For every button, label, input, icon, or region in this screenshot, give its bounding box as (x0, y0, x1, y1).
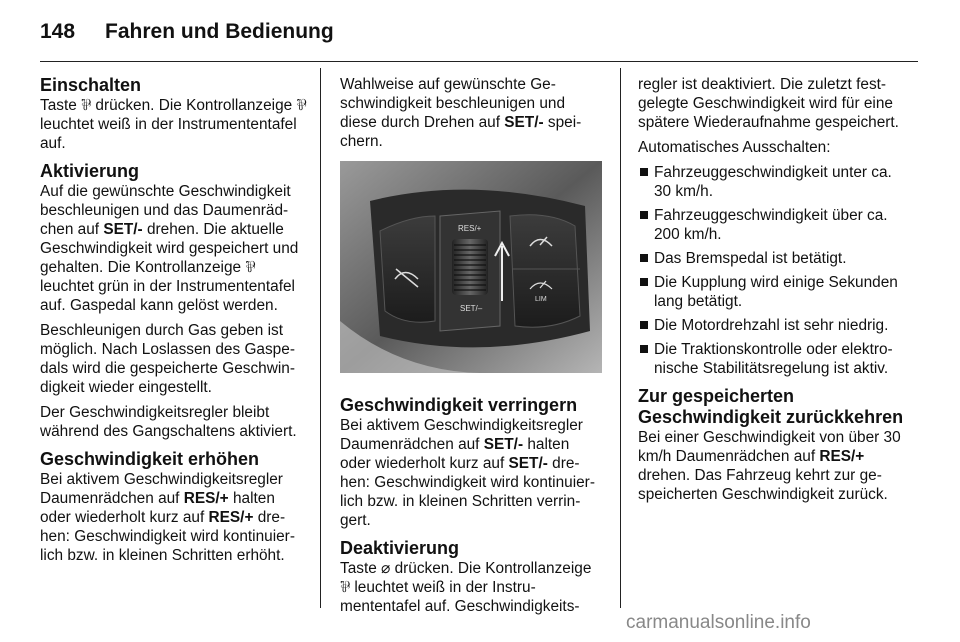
heading-deaktivierung: Deaktivierung (340, 538, 460, 558)
list-item: Die Traktionskontrolle oder elektronische Stabilitätsregelung ist aktiv. (638, 340, 908, 378)
res-label: RES/+ (458, 224, 482, 233)
page-title: Fahren und Bedienung (105, 20, 334, 43)
auto-off-label: Automatisches Ausschalten: (638, 139, 831, 156)
column-divider-2 (620, 68, 621, 608)
set-label: SET/– (460, 304, 483, 313)
page-header (40, 20, 334, 44)
paragraph-gangschalten: Der Geschwindigkeitsregler bleibt während des Gangschaltens aktiviert. (40, 404, 297, 440)
thumbwheel (452, 239, 488, 295)
column-divider-1 (320, 68, 321, 608)
lim-label: LIM (535, 296, 547, 303)
verringern-text: Bei aktivem Geschwindigkeitsregler Daumenrädchen auf SET/- halten oder wiederholt kurz auf SET/- drehen: Geschwindigkeit wird kontinuierlich bzw. in kleinen Schritten verringert. (340, 417, 595, 529)
column-3 (638, 75, 908, 510)
col3-intro: regler ist deaktiviert. Die zuletzt festgelegte Geschwindigkeit wird für eine spätere Wiederaufnahme gespeichert. (638, 76, 899, 131)
list-item: Das Bremspedal ist betätigt. (638, 249, 908, 268)
auto-off-list (638, 163, 908, 378)
heading-einschalten: Einschalten (40, 75, 142, 95)
header-divider (40, 61, 918, 62)
list-item: Fahrzeuggeschwindigkeit unter ca. 30 km/h. (638, 163, 908, 201)
column-2 (340, 75, 602, 622)
col2-intro: Wahlweise auf gewünschte Geschwindigkeit beschleunigen und diese durch Drehen auf SET/- speichern. (340, 76, 582, 150)
column-1 (40, 75, 308, 571)
erhoehen-text: Bei aktivem Geschwindigkeitsregler Daumenrädchen auf RES/+ halten oder wiederholt kurz auf RES/+ drehen: Geschwindigkeit wird kontinuierlich bzw. in kleinen Schritten erhöht. (40, 471, 295, 564)
list-item: Die Kupplung wird einige Sekunden lang betätigt. (638, 273, 908, 311)
page-number: 148 (40, 20, 76, 43)
list-item: Fahrzeuggeschwindigkeit über ca. 200 km/h. (638, 206, 908, 244)
heading-aktivierung: Aktivierung (40, 161, 140, 181)
deaktivierung-text: Taste ⌀ drücken. Die Kontrollanzeige ⅌ leuchtet weiß in der Instrumententafel auf. Geschwindigkeits- (340, 560, 592, 615)
heading-verringern: Geschwindigkeit verringern (340, 395, 578, 415)
zurueck-text: Bei einer Geschwindigkeit von über 30 km/h Daumenrädchen auf RES/+ drehen. Das Fahrzeug kehrt zur gespeicherten Geschwindigkeit zurück. (638, 429, 901, 503)
watermark: carmanualsonline.info (626, 612, 811, 633)
heading-zurueck: Zur gespeicherten Geschwindigkeit zurückkehren (638, 386, 904, 427)
einschalten-text: Taste ⅌ drücken. Die Kontrollanzeige ⅌ leuchtet weiß in der Instrumententafel auf. (40, 97, 307, 152)
steering-wheel-controls-photo (340, 161, 602, 373)
heading-erhoehen: Geschwindigkeit erhöhen (40, 449, 260, 469)
aktivierung-text: Auf die gewünschte Geschwindigkeit beschleunigen und das Daumenrädchen auf SET/- drehen. Die aktuelle Geschwindigkeit wird gespeichert und gehalten. Die Kontrollanzeige ⅌ leuchtet grün in der Instrumententafel auf. Gaspedal kann gelöst werden. (40, 183, 299, 314)
list-item: Die Motordrehzahl ist sehr niedrig. (638, 316, 908, 335)
paragraph-beschleunigen: Beschleunigen durch Gas geben ist möglich. Nach Loslassen des Gaspedals wird die gespeicherte Geschwindigkeit wieder eingestellt. (40, 322, 295, 396)
